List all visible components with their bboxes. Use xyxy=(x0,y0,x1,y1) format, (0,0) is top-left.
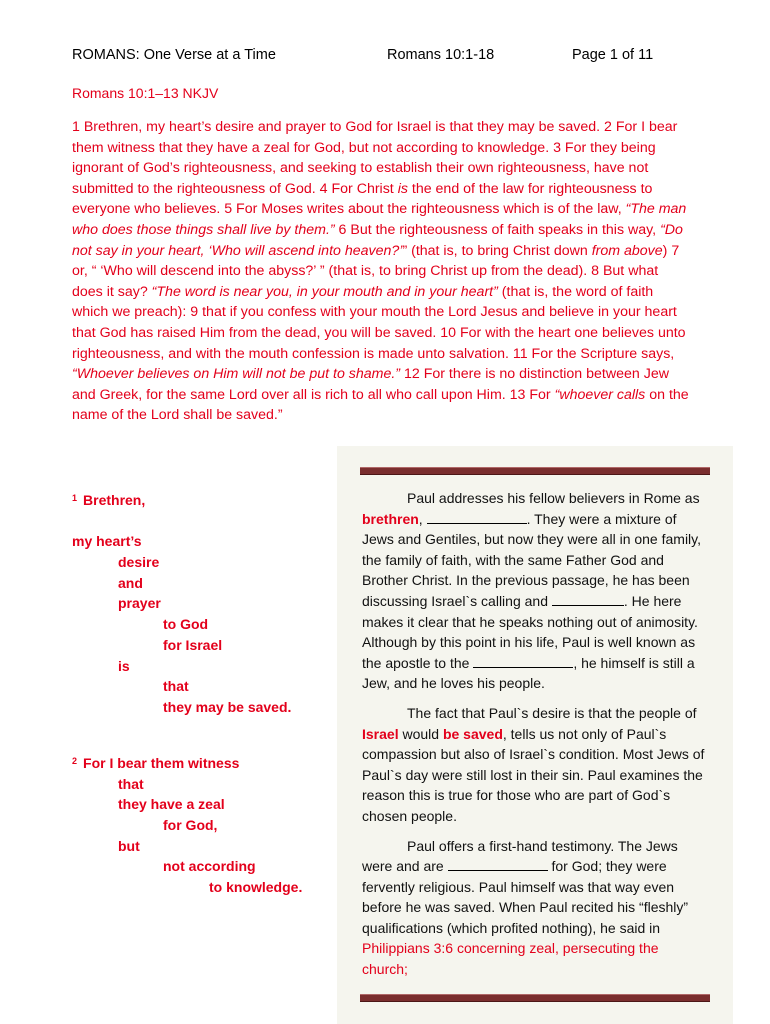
outline-line: for God, xyxy=(163,817,218,834)
text-run: The fact that Paul`s desire is that the people of xyxy=(407,704,697,721)
commentary-text xyxy=(362,488,706,989)
passage-text xyxy=(72,117,692,426)
passage-part: 1 Brethren, my heart’s desire and prayer to God for Israel is that they may be saved. 2 For I bear them witness that they have a zeal for God, but not according to knowledge. 3 For they being ignorant of God’s righteousness, and seeking to establish their own righteousness, have not submitted to the righteousness of God. 4 For Christ xyxy=(72,119,678,197)
outline-line: for Israel xyxy=(163,636,223,653)
passage-part: the end of the law for righteousness to everyone who believes. 5 For Moses writes about the righteousness which is of the law, xyxy=(72,180,653,218)
text-run: , he himself is still a Jew, and he loves his people. xyxy=(362,654,695,692)
fill-in-blank[interactable] xyxy=(473,653,573,668)
highlight-word: brethren xyxy=(362,510,419,527)
passage-part: “The man who does those things shall live by them.” xyxy=(72,201,687,238)
passage-part: “Whoever believes on Him will not be put to shame.” xyxy=(72,366,401,383)
outline-line: and xyxy=(118,574,143,591)
verse1-outline xyxy=(72,490,291,718)
passage-title: Romans 10:1–13 NKJV xyxy=(72,85,219,101)
fill-in-blank[interactable] xyxy=(448,856,548,871)
text-run: . He here makes it clear that he speaks nothing out of animosity. Although by this point in his life, Paul is well known as the apostle to the xyxy=(362,592,698,671)
outline-line: desire xyxy=(118,554,160,571)
commentary-paragraph xyxy=(362,703,706,827)
verse-number: 2 xyxy=(72,756,78,766)
outline-line: that xyxy=(118,775,144,792)
passage-part: ” (that is, to bring Christ down xyxy=(402,242,592,259)
verse-number: 1 xyxy=(72,493,78,503)
scripture-range: Romans 10:1-18 xyxy=(387,47,495,63)
outline-line xyxy=(72,490,291,511)
outline-text: Brethren, xyxy=(83,492,146,508)
text-run: , xyxy=(418,510,427,527)
passage-part: “The word is near you, in your mouth and in your heart” xyxy=(151,283,498,300)
fill-in-blank[interactable] xyxy=(427,509,527,524)
outline-line: prayer xyxy=(118,595,161,612)
passage-part: 12 For there is no distinction between Jew and Greek, for the same Lord over all is rich to all who call upon Him. 13 For xyxy=(72,366,669,403)
outline-line: they have a zeal xyxy=(118,796,225,813)
outline-line: that xyxy=(163,678,189,695)
outline-line: to knowledge. xyxy=(209,879,303,896)
highlight-word: Israel xyxy=(362,725,399,742)
passage-part: “whoever calls xyxy=(554,386,646,403)
passage-part: from above xyxy=(591,242,663,259)
text-run: for God; they were fervently religious. Paul himself was that way even before he was saved. When Paul recited his “fleshly” qualifications (which profited nothing), he said in xyxy=(362,858,689,936)
passage-part: (that is, the word of faith which we preach): 9 that if you confess with your mouth the Lord Jesus and believe in your heart that God has raised Him from the dead, you will be saved. 10 For with the heart one believes unto righteousness, and with the mouth confession is made unto salvation. 11 For the Scripture says, xyxy=(72,283,686,362)
bottom-divider xyxy=(360,994,710,1002)
top-divider xyxy=(360,467,710,475)
outline-line: but xyxy=(118,837,140,854)
text-run: would xyxy=(398,725,443,742)
highlight-word: be saved xyxy=(442,725,503,742)
passage-part: “Do not say in your heart, ‘Who will ascend into heaven?’ xyxy=(72,221,683,259)
outline-line xyxy=(72,753,302,774)
document-title: ROMANS: One Verse at a Time xyxy=(72,47,276,63)
passage-part: ) 7 or, “ ‘Who will descend into the abyss?’ ” (that is, to bring Christ up from the dead). 8 But what does it say? xyxy=(72,242,680,300)
outline-line: is xyxy=(118,657,130,674)
text-run: . They were a mixture of Jews and Gentiles, but now they were all in one family, the family of faith, with the same Father God and Brother Christ. In the previous passage, he has been discussing Israel`s calling and xyxy=(362,510,702,609)
passage-part: is xyxy=(397,180,408,197)
outline-spacer xyxy=(72,511,291,532)
scripture-reference: Philippians 3:6 concerning zeal, persecuting the church; xyxy=(362,940,659,978)
outline-text: For I bear them witness xyxy=(83,755,240,771)
fill-in-blank[interactable] xyxy=(552,591,624,606)
passage-part: 6 But the righteousness of faith speaks in this way, xyxy=(334,221,661,238)
text-run: , tells us not only of Paul`s compassion but also of Israel`s condition. Most Jews of Paul`s day were still lost in their sin. Paul examines the reason this is true for those who are part of God`s chosen people. xyxy=(362,725,705,824)
commentary-paragraph xyxy=(362,488,706,694)
text-run: Paul addresses his fellow believers in Rome as xyxy=(407,490,700,506)
outline-line: not according xyxy=(163,858,256,875)
passage-part: on the name of the Lord shall be saved.” xyxy=(72,386,689,424)
outline-line: my heart’s xyxy=(72,533,142,550)
commentary-paragraph xyxy=(362,836,706,980)
text-run: Paul offers a first-hand testimony. The Jews were and are xyxy=(362,837,678,875)
outline-line: they may be saved. xyxy=(163,698,292,715)
verse2-outline xyxy=(72,753,302,898)
outline-line: to God xyxy=(163,616,209,633)
page-number: Page 1 of 11 xyxy=(572,47,654,63)
